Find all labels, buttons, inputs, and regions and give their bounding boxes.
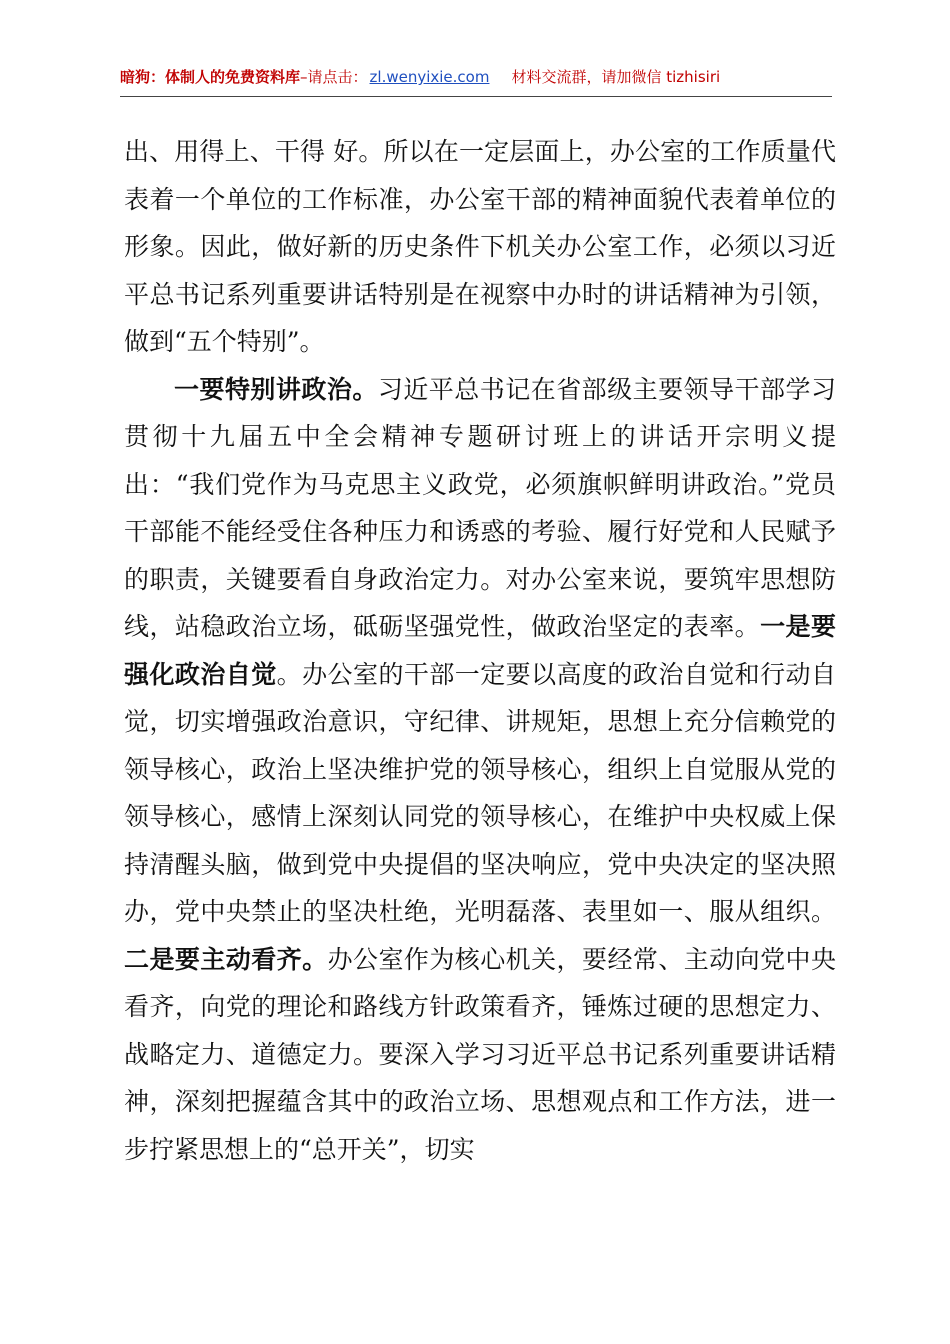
header-brand: 暗狗：体制人的免费资料库 bbox=[120, 68, 301, 86]
header-contact: 材料交流群，请加微信 tizhisiri bbox=[511, 68, 721, 86]
paragraph-text: 习近平总书记在省部级主要领导干部学习贯彻十九届五中全会精神专题研讨班上的讲话开宗明义提出：“我们党作为马克思主义政党，必须旗帜鲜明讲政治。”党员干部能不能经受住各种压力和诱惑的考验、履行好党和人民赋予的职责，关键要看自身政治定力。对办公室来说，要筑牢思想防线，站稳政治立场，砥砺坚强党性，做政治坚定的表率。 bbox=[124, 374, 836, 641]
page-header bbox=[120, 66, 832, 96]
header-link[interactable]: zl.wenyixie.com bbox=[369, 68, 490, 86]
point-heading-1: 一是要强化政治自觉 bbox=[124, 612, 836, 689]
point-heading-2: 二是要主动看齐。 bbox=[124, 944, 328, 974]
header-divider bbox=[120, 96, 832, 97]
document-body bbox=[124, 128, 836, 1173]
section-heading: 一要特别讲政治。 bbox=[174, 374, 378, 404]
header-prompt: –请点击： bbox=[300, 68, 368, 86]
paragraph-text: 办公室作为核心机关，要经常、主动向党中央看齐，向党的理论和路线方针政策看齐，锤炼过硬的思想定力、战略定力、道德定力。要深入学习习近平总书记系列重要讲话精神，深刻把握蕴含其中的政治立场、思想观点和工作方法，进一步拧紧思想上的“总开关”，切实 bbox=[124, 944, 836, 1164]
paragraph-text: 。办公室的干部一定要以高度的政治自觉和行动自觉，切实增强政治意识，守纪律、讲规矩，思想上充分信赖党的领导核心，政治上坚决维护党的领导核心，组织上自觉服从党的领导核心，感情上深刻认同党的领导核心，在维护中央权威上保持清醒头脑，做到党中央提倡的坚决响应，党中央决定的坚决照办，党中央禁止的坚决杜绝，光明磊落、表里如一、服从组织。 bbox=[124, 659, 836, 926]
paragraph-2 bbox=[124, 366, 836, 1174]
paragraph-text: 出、用得上、干得 好。所以在一定层面上，办公室的工作质量代表着一个单位的工作标准，办公室干部的精神面貌代表着单位的形象。因此，做好新的历史条件下机关办公室工作，必须以习近平总书记系列重要讲话特别是在视察中办时的讲话精神为引领，做到“五个特别”。 bbox=[124, 137, 836, 356]
paragraph-1 bbox=[124, 128, 836, 366]
